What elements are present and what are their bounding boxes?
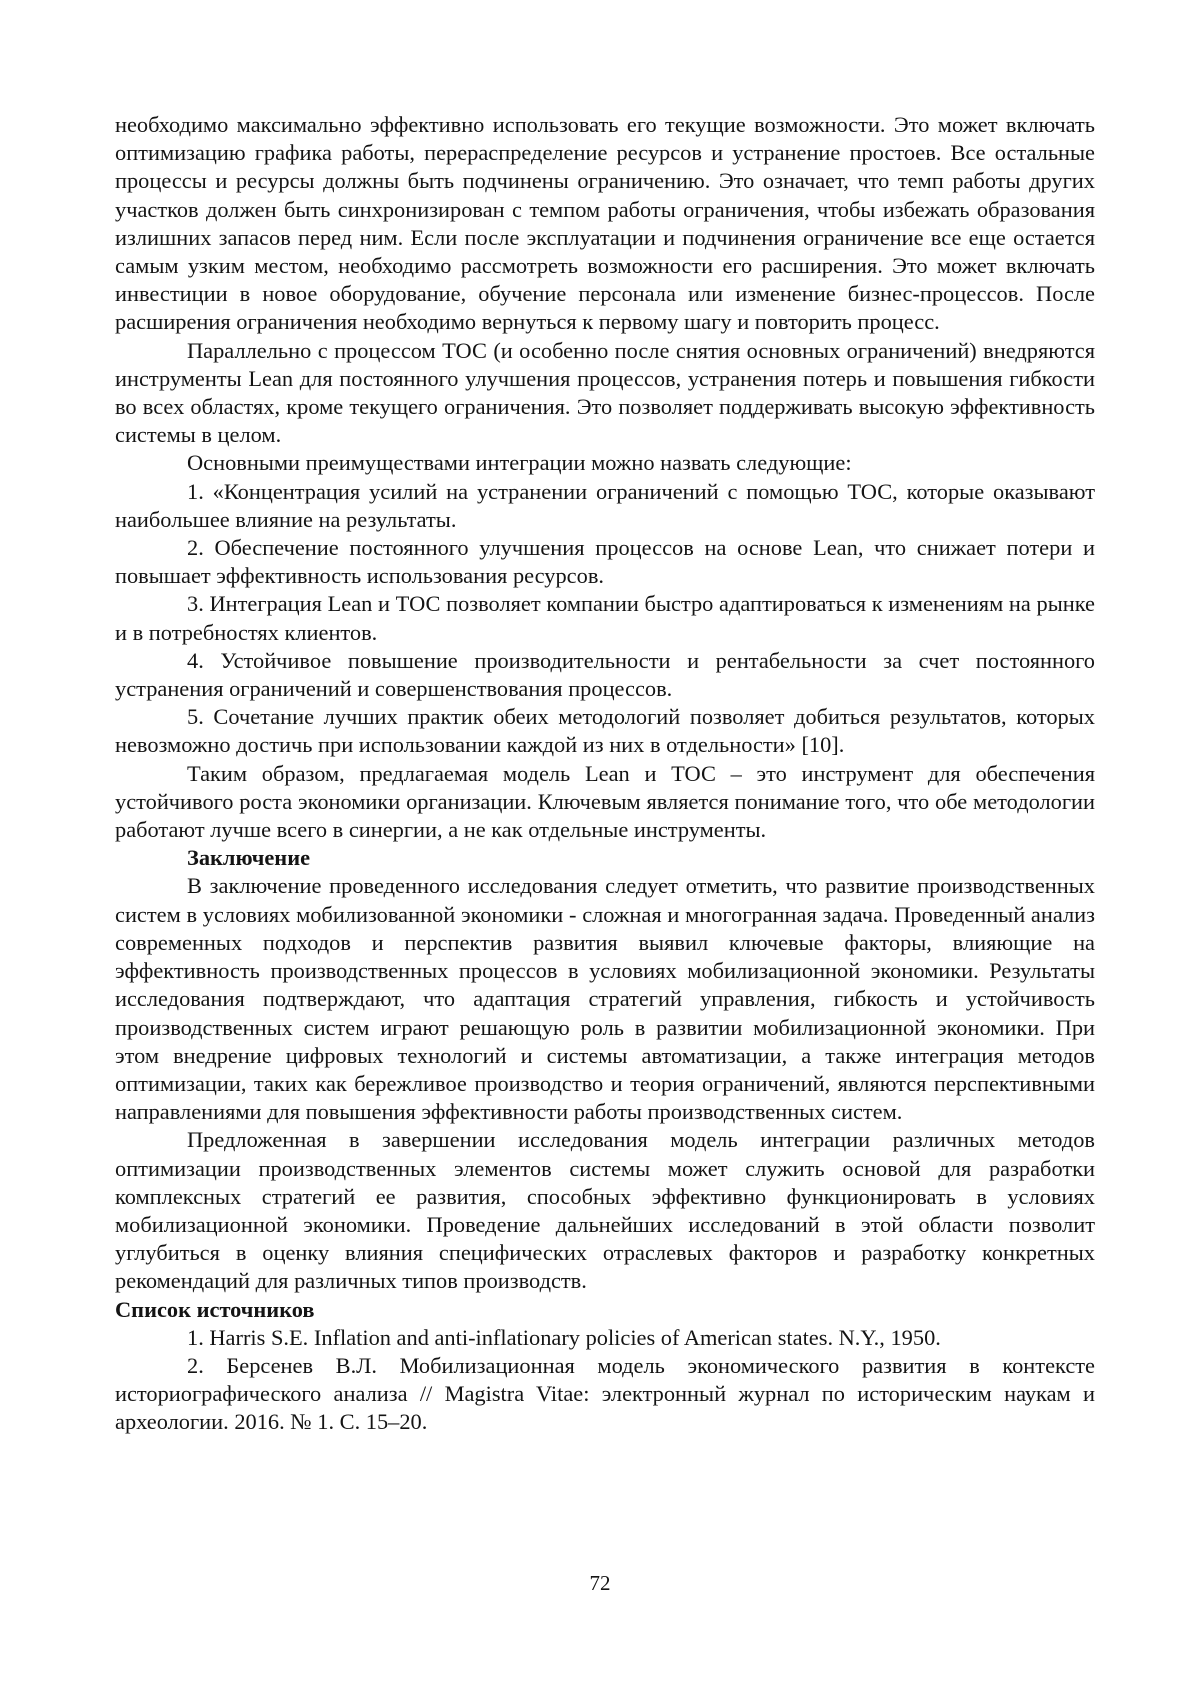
benefits-list bbox=[115, 478, 1095, 760]
paragraph: Таким образом, предлагаемая модель Lean и ТОС – это инструмент для обеспечения устойчивого роста экономики организации. Ключевым является понимание того, что обе методологии работают лучше всего в синергии, а не как отдельные инструменты. bbox=[115, 760, 1095, 843]
page-content bbox=[115, 111, 1095, 1437]
paragraph: Основными преимуществами интеграции можно назвать следующие: bbox=[187, 450, 852, 476]
list-item: 2. Обеспечение постоянного улучшения процессов на основе Lean, что снижает потери и повышает эффективность использования ресурсов. bbox=[115, 535, 1095, 589]
paragraph: В заключение проведенного исследования следует отметить, что развитие производственных систем в условиях мобилизованной экономики - сложная и многогранная задача. Проведенный анализ современных подходов и перспектив развития выявил ключевые факторы, влияющие на эффективность производственных процессов в условиях мобилизационной экономики. Результаты исследования подтверждают, что адаптация стратегий управления, гибкость и устойчивость производственных систем играют решающую роль в развитии мобилизационной экономики. При этом внедрение цифровых технологий и системы автоматизации, а также интеграция методов оптимизации, таких как бережливое производство и теория ограничений, являются перспективными направлениями для повышения эффективности работы производственных систем. bbox=[115, 873, 1095, 1125]
references-list bbox=[115, 1324, 1095, 1437]
list-item: 1. «Концентрация усилий на устранении ограничений с помощью ТОС, которые оказывают наибольшее влияние на результаты. bbox=[115, 478, 1095, 532]
paragraph: Предложенная в завершении исследования модель интеграции различных методов оптимизации производственных элементов системы может служить основой для разработки комплексных стратегий ее развития, способных эффективно функционировать в условиях мобилизационной экономики. Проведение дальнейших исследований в этой области позволит углубиться в оценку влияния специфических отраслевых факторов и разработку конкретных рекомендаций для различных типов производств. bbox=[115, 1127, 1095, 1294]
list-item: 5. Сочетание лучших практик обеих методологий позволяет добиться результатов, которых невозможно достичь при использовании каждой из них в отдельности» [10]. bbox=[115, 704, 1095, 758]
paragraph: необходимо максимально эффективно использовать его текущие возможности. Это может включать оптимизацию графика работы, перераспределение ресурсов и устранение простоев. Все остальные процессы и ресурсы должны быть подчинены ограничению. Это означает, что темп работы других участков должен быть синхронизирован с темпом работы ограничения, чтобы избежать образования излишних запасов перед ним. Если после эксплуатации и подчинения ограничение все еще остается самым узким местом, необходимо рассмотреть возможности его расширения. Это может включать инвестиции в новое оборудование, обучение персонала или изменение бизнес-процессов. После расширения ограничения необходимо вернуться к первому шагу и повторить процесс. bbox=[115, 112, 1095, 335]
reference-item: 1. Harris S.E. Inflation and anti-inflationary policies of American states. N.Y., 1950. bbox=[187, 1324, 941, 1350]
paragraph: Параллельно с процессом ТОС (и особенно после снятия основных ограничений) внедряются инструменты Lean для постоянного улучшения процессов, устранения потерь и повышения гибкости во всех областях, кроме текущего ограничения. Это позволяет поддерживать высокую эффективность системы в целом. bbox=[115, 337, 1095, 448]
section-heading: Заключение bbox=[187, 845, 311, 871]
references-heading: Список источников bbox=[115, 1296, 315, 1322]
page-number: 72 bbox=[589, 1571, 611, 1595]
reference-item: 2. Берсенев В.Л. Мобилизационная модель экономического развития в контексте историографического анализа // Magistra Vitae: электронный журнал по историческим наукам и археологии. 2016. № 1. С. 15–20. bbox=[115, 1352, 1095, 1435]
list-item: 4. Устойчивое повышение производительности и рентабельности за счет постоянного устранения ограничений и совершенствования процессов. bbox=[115, 647, 1095, 702]
list-item: 3. Интеграция Lean и ТОС позволяет компании быстро адаптироваться к изменениям на рынке и в потребностях клиентов. bbox=[115, 591, 1095, 645]
